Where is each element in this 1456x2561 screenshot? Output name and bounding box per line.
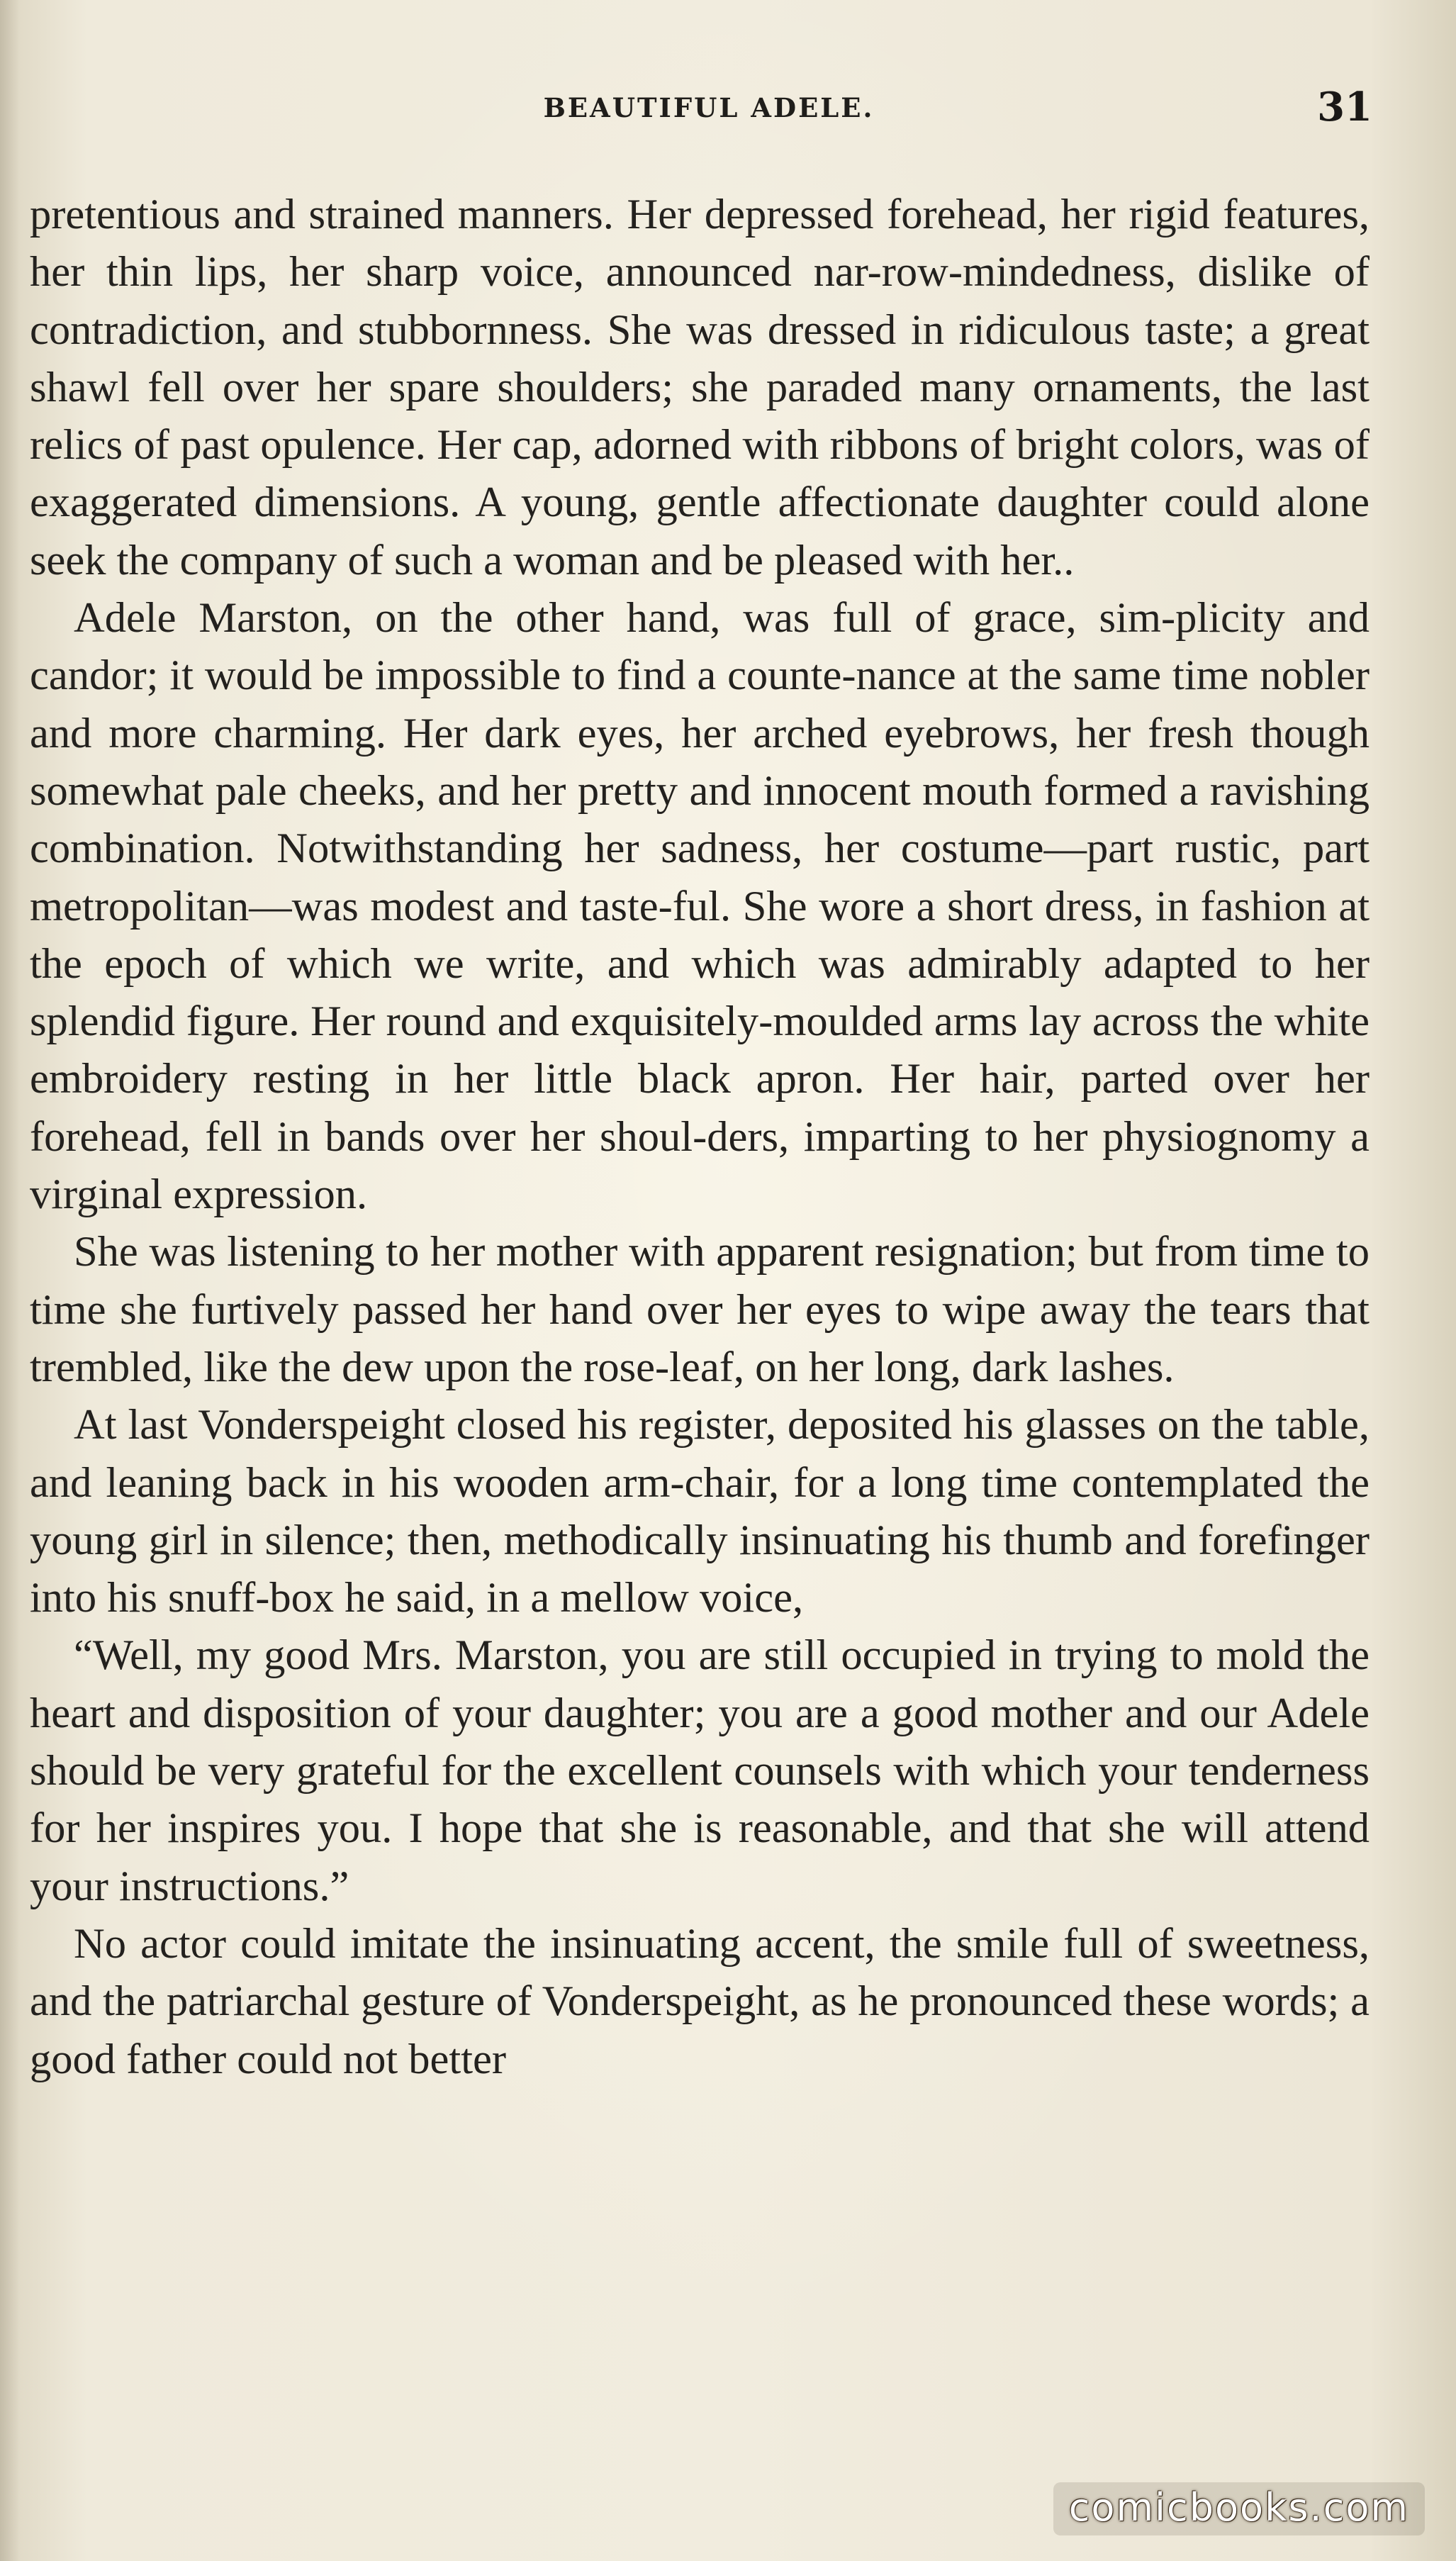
watermark: comicbooks.com bbox=[1053, 2482, 1425, 2535]
body-text bbox=[30, 186, 1370, 2088]
running-head bbox=[0, 84, 1456, 140]
running-title: BEAUTIFUL ADELE. bbox=[543, 92, 875, 123]
paragraph-continuation: pretentious and strained manners. Her depressed forehead, her rigid features, her thin lips, her sharp voice, announced nar-row-mindedness, dislike of contradiction, and stubbornness. She was dressed in ridiculous taste; a great shawl fell over her spare shoulders; she paraded many ornaments, the last relics of past opulence. Her cap, adorned with ribbons of bright colors, was of exaggerated dimensions. A young, gentle affectionate daughter could alone seek the company of such a woman and be pleased with her.. bbox=[30, 191, 1370, 584]
paragraph-resignation: She was listening to her mother with apparent resignation; but from time to time she furtively passed her hand over her eyes to wipe away the tears that trembled, like the dew upon the rose-leaf, on her long, dark lashes. bbox=[30, 1228, 1370, 1391]
page-number: 31 bbox=[1317, 84, 1372, 130]
paragraph-actor: No actor could imitate the insinuating accent, the smile full of sweetness, and the patriarchal gesture of Vonderspeight, as he pronounced these words; a good father could not better bbox=[30, 1919, 1370, 2083]
paragraph-vonderspeight: At last Vonderspeight closed his register, deposited his glasses on the table, and leaning back in his wooden arm-chair, for a long time contemplated the young girl in silence; then, methodically insinuating his thumb and forefinger into his snuff-box he said, in a mellow voice, bbox=[30, 1401, 1370, 1622]
paragraph-adele-description: Adele Marston, on the other hand, was full of grace, sim-plicity and candor; it would be impossible to find a counte-nance at the same time nobler and more charming. Her dark eyes, her arched eyebrows, her fresh though somewhat pale cheeks, and her pretty and innocent mouth formed a ravishing combination. Notwithstanding her sadness, her costume—part rustic, part metropolitan—was modest and taste-ful. She wore a short dress, in fashion at the epoch of which we write, and which was admirably adapted to her splendid figure. Her round and exquisitely-moulded arms lay across the white embroidery resting in her little black apron. Her hair, parted over her forehead, fell in bands over her shoul-ders, imparting to her physiognomy a virginal expression. bbox=[30, 594, 1370, 1219]
paragraph-dialogue: “Well, my good Mrs. Marston, you are still occupied in trying to mold the heart and disposition of your daughter; you are a good mother and our Adele should be very grateful for the excellent counsels with which your tenderness for her inspires you. I hope that she is reasonable, and that she will attend your instructions.” bbox=[30, 1631, 1370, 1910]
